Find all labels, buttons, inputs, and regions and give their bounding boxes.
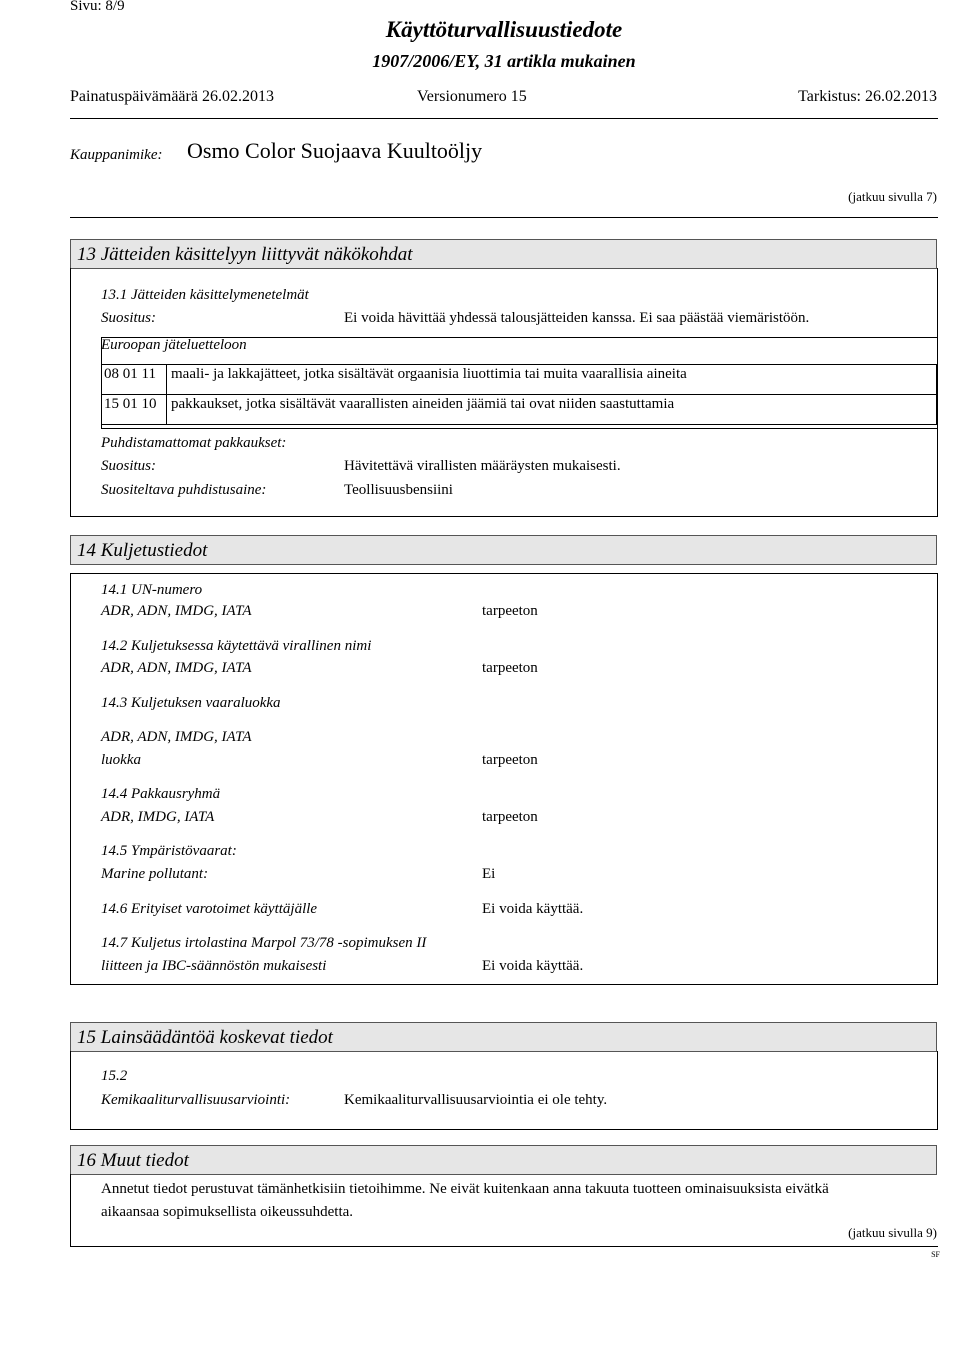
chemical-safety-assessment-label: Kemikaaliturvallisuusarviointi: bbox=[101, 1092, 291, 1108]
special-precautions-label: 14.6 Erityiset varotoimet käyttäjälle bbox=[101, 901, 318, 917]
chemical-safety-assessment-value: Kemikaaliturvallisuusarviointia ei ole tehty. bbox=[344, 1092, 608, 1108]
cleaning-agent-value: Teollisuusbensiini bbox=[344, 482, 453, 498]
section-16-bottom-line bbox=[70, 1246, 938, 1247]
waste-code: 08 01 11 bbox=[104, 366, 156, 382]
section-14-frame bbox=[70, 573, 938, 985]
document-subtitle: 1907/2006/EY, 31 artikla mukainen bbox=[372, 51, 636, 71]
packing-group-label: 14.4 Pakkausryhmä bbox=[101, 786, 221, 802]
waste-code: 15 01 10 bbox=[104, 396, 157, 412]
waste-description: maali- ja lakkajätteet, jotka sisältävät orgaanisia liuottimia tai muita vaarallisia aineita bbox=[171, 366, 687, 382]
print-date: Painatuspäivämäärä 26.02.2013 bbox=[70, 88, 274, 105]
other-info-text-line-2: aikaansaa sopimuksellista oikeussuhdetta. bbox=[101, 1204, 354, 1220]
waste-table-right-edge bbox=[936, 364, 937, 425]
bulk-transport-value: Ei voida käyttää. bbox=[482, 958, 584, 974]
continued-to: (jatkuu sivulla 9) bbox=[848, 1225, 937, 1240]
packing-group-value: tarpeeton bbox=[482, 809, 538, 825]
waste-table-top-line bbox=[101, 364, 937, 365]
shipping-name-label: 14.2 Kuljetuksessa käytettävä virallinen nimi bbox=[101, 638, 372, 654]
language-code: SF bbox=[931, 1250, 940, 1259]
page-label: Sivu: 8/9 bbox=[70, 0, 125, 14]
document-title: Käyttöturvallisuustiedote bbox=[385, 17, 623, 42]
marine-pollutant-label: Marine pollutant: bbox=[101, 866, 209, 882]
trade-name-label: Kauppanimike: bbox=[70, 147, 163, 163]
section-15-heading: 15 Lainsäädäntöä koskevat tiedot bbox=[70, 1022, 937, 1052]
section-16-heading: 16 Muut tiedot bbox=[70, 1145, 937, 1175]
waste-table-mid-line bbox=[101, 394, 937, 395]
marine-pollutant-value: Ei bbox=[482, 866, 496, 882]
version-number: Versionumero 15 bbox=[417, 88, 527, 105]
trade-name-divider bbox=[70, 217, 938, 218]
section-13-heading: 13 Jätteiden käsittelyyn liittyvät näkökohdat bbox=[70, 239, 937, 269]
section-15-bottom-line bbox=[70, 1129, 938, 1130]
waste-methods-subheading: 13.1 Jätteiden käsittelymenetelmät bbox=[101, 287, 309, 303]
eu-waste-list-label: Euroopan jäteluetteloon bbox=[101, 337, 247, 353]
un-number-regulations: ADR, ADN, IMDG, IATA bbox=[101, 603, 252, 619]
hazard-class-label: 14.3 Kuljetuksen vaaraluokka bbox=[101, 695, 281, 711]
section-15-frame bbox=[70, 1051, 938, 1130]
packing-group-regulations: ADR, IMDG, IATA bbox=[101, 809, 215, 825]
hazard-class-sublabel: luokka bbox=[101, 752, 141, 768]
shipping-name-regulations: ADR, ADN, IMDG, IATA bbox=[101, 660, 252, 676]
header-divider bbox=[70, 118, 938, 119]
special-precautions-value: Ei voida käyttää. bbox=[482, 901, 584, 917]
unclean-recommendation-value: Hävitettävä virallisten määräysten mukaisesti. bbox=[344, 458, 621, 474]
bulk-transport-label-line-2: liitteen ja IBC-säännöstön mukaisesti bbox=[101, 958, 327, 974]
un-number-label: 14.1 UN-numero bbox=[101, 582, 203, 598]
unclean-packaging-label: Puhdistamattomat pakkaukset: bbox=[101, 435, 287, 451]
trade-name: Osmo Color Suojaava Kuultoöljy bbox=[187, 138, 483, 163]
waste-table-bottom-line bbox=[101, 424, 937, 425]
waste-table-col-divider bbox=[166, 364, 167, 425]
un-number-value: tarpeeton bbox=[482, 603, 538, 619]
hazard-class-regulations: ADR, ADN, IMDG, IATA bbox=[101, 729, 252, 745]
shipping-name-value: tarpeeton bbox=[482, 660, 538, 676]
section-15-number: 15.2 bbox=[101, 1068, 128, 1084]
section-14-heading: 14 Kuljetustiedot bbox=[70, 535, 937, 565]
waste-description: pakkaukset, jotka sisältävät vaarallisten aineiden jäämiä tai ovat niiden saastuttamia bbox=[171, 396, 675, 412]
review-date: Tarkistus: 26.02.2013 bbox=[798, 88, 937, 105]
unclean-recommendation-label: Suositus: bbox=[101, 458, 157, 474]
hazard-class-value: tarpeeton bbox=[482, 752, 538, 768]
recommendation-label: Suositus: bbox=[101, 310, 157, 326]
continued-from: (jatkuu sivulla 7) bbox=[848, 189, 937, 204]
other-info-text-line-1: Annetut tiedot perustuvat tämänhetkisiin tietoihimme. Ne eivät kuitenkaan anna takuuta tuotteen ominaisuuksista eivätkä bbox=[101, 1181, 829, 1197]
recommendation-value: Ei voida hävittää yhdessä talousjätteiden kanssa. Ei saa päästää viemäristöön. bbox=[344, 310, 810, 326]
environmental-hazards-label: 14.5 Ympäristövaarat: bbox=[101, 843, 237, 859]
cleaning-agent-label: Suositeltava puhdistusaine: bbox=[101, 482, 267, 498]
section-16-left-edge bbox=[70, 1174, 71, 1247]
bulk-transport-label-line-1: 14.7 Kuljetus irtolastina Marpol 73/78 -sopimuksen II bbox=[101, 935, 427, 951]
